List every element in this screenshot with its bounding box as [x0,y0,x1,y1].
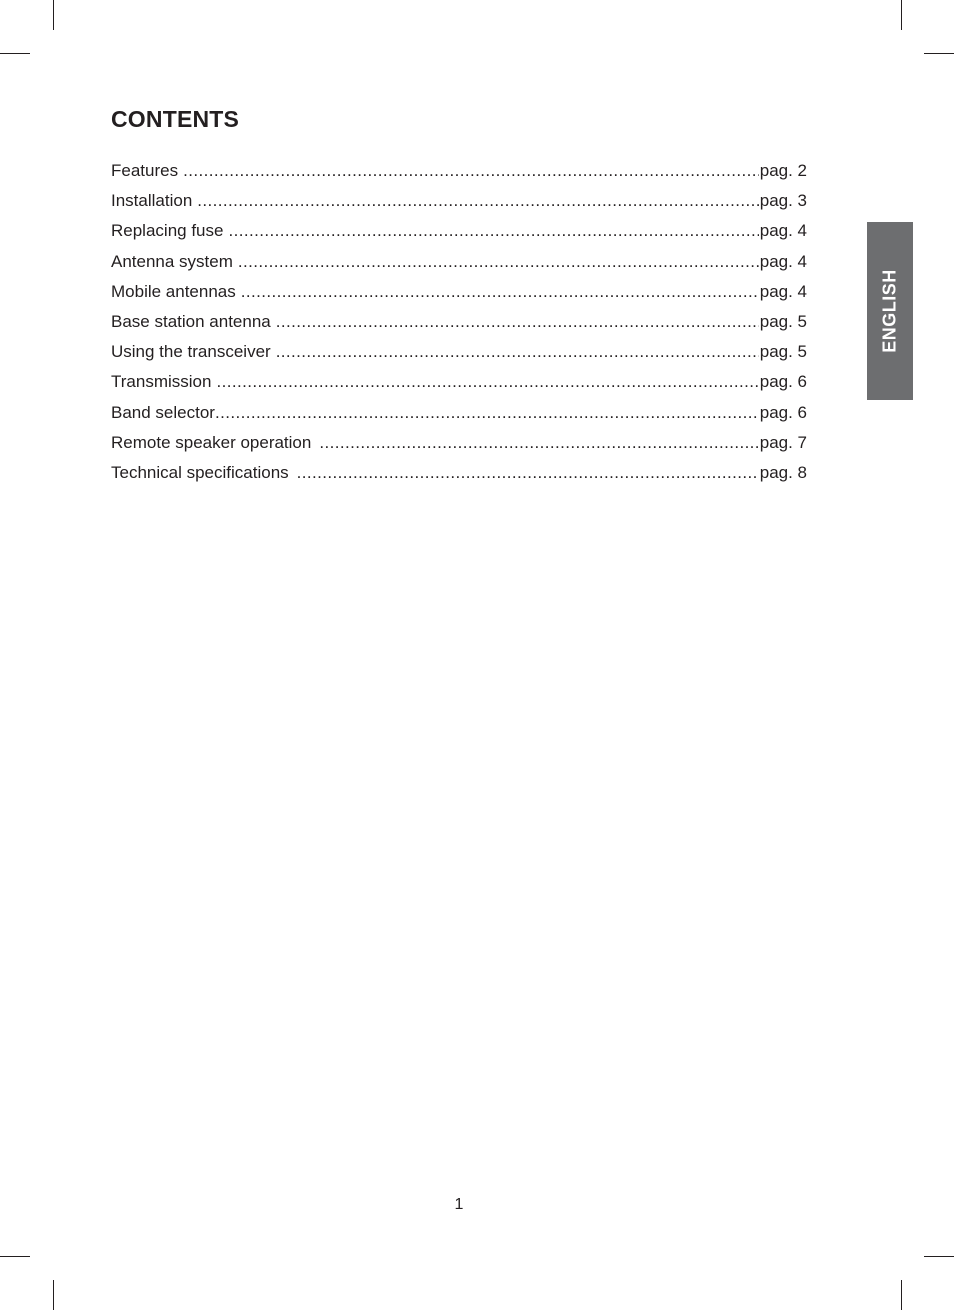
toc-entry[interactable] [111,280,807,310]
toc-entry[interactable] [111,250,807,280]
page-title: CONTENTS [111,106,240,132]
toc-entry-page: pag. 5 [759,311,807,331]
crop-mark-bottom-left-horizontal [0,1256,30,1257]
toc-dot-leader [197,189,758,213]
toc-dot-leader [276,310,759,334]
toc-entry-page: pag. 6 [759,402,807,422]
toc-entry-label: Features [111,161,179,180]
crop-mark-top-left-horizontal [0,53,30,54]
toc-dot-leader [297,461,759,485]
toc-entry-page: pag. 4 [759,221,807,241]
toc-entry[interactable] [111,431,807,461]
toc-entry-label: Base station antenna [111,311,271,331]
toc-entry-page: pag. 7 [759,432,807,452]
page-number: 1 [454,1196,464,1213]
toc-entry[interactable] [111,401,807,431]
toc-entry-label: Transmission [111,372,212,392]
toc-entry[interactable] [111,340,807,370]
crop-mark-top-left-vertical [53,0,54,30]
toc-dot-leader [183,159,759,183]
toc-dot-leader [276,340,759,364]
toc-dot-leader [215,401,759,425]
toc-entry-label: Using the transceiver [111,342,271,362]
toc-dot-leader [319,431,758,455]
toc-entry[interactable] [111,310,807,340]
toc-dot-leader [238,250,759,274]
toc-dot-leader [228,219,758,243]
toc-entry[interactable] [111,461,807,491]
toc-entry-label: Installation [111,191,193,211]
toc-entry-page: pag. 4 [759,281,807,301]
toc-entry-page: pag. 2 [759,161,807,180]
table-of-contents [111,159,807,491]
toc-entry-label: Remote speaker operation [111,432,312,452]
toc-dot-leader [216,370,758,394]
toc-entry[interactable] [111,189,807,219]
toc-entry[interactable] [111,159,807,189]
crop-mark-bottom-right-vertical [901,1280,902,1310]
crop-mark-top-right-horizontal [924,53,954,54]
toc-entry-label: Antenna system [111,251,233,271]
toc-entry[interactable] [111,370,807,400]
toc-entry-label: Band selector [111,402,215,422]
toc-entry-page: pag. 6 [759,372,807,392]
crop-mark-bottom-left-vertical [53,1280,54,1310]
toc-entry-page: pag. 8 [759,462,807,482]
toc-dot-leader [241,280,759,304]
crop-mark-bottom-right-horizontal [924,1256,954,1257]
language-tab-label: ENGLISH [879,269,900,353]
language-tab [867,222,913,400]
toc-entry-page: pag. 3 [759,191,807,211]
toc-entry-label: Technical specifications [111,462,289,482]
toc-entry-label: Mobile antennas [111,281,236,301]
toc-entry-page: pag. 4 [759,251,807,271]
toc-entry-label: Replacing fuse [111,221,224,241]
toc-entry[interactable] [111,219,807,249]
crop-mark-top-right-vertical [901,0,902,30]
toc-entry-page: pag. 5 [759,342,807,362]
